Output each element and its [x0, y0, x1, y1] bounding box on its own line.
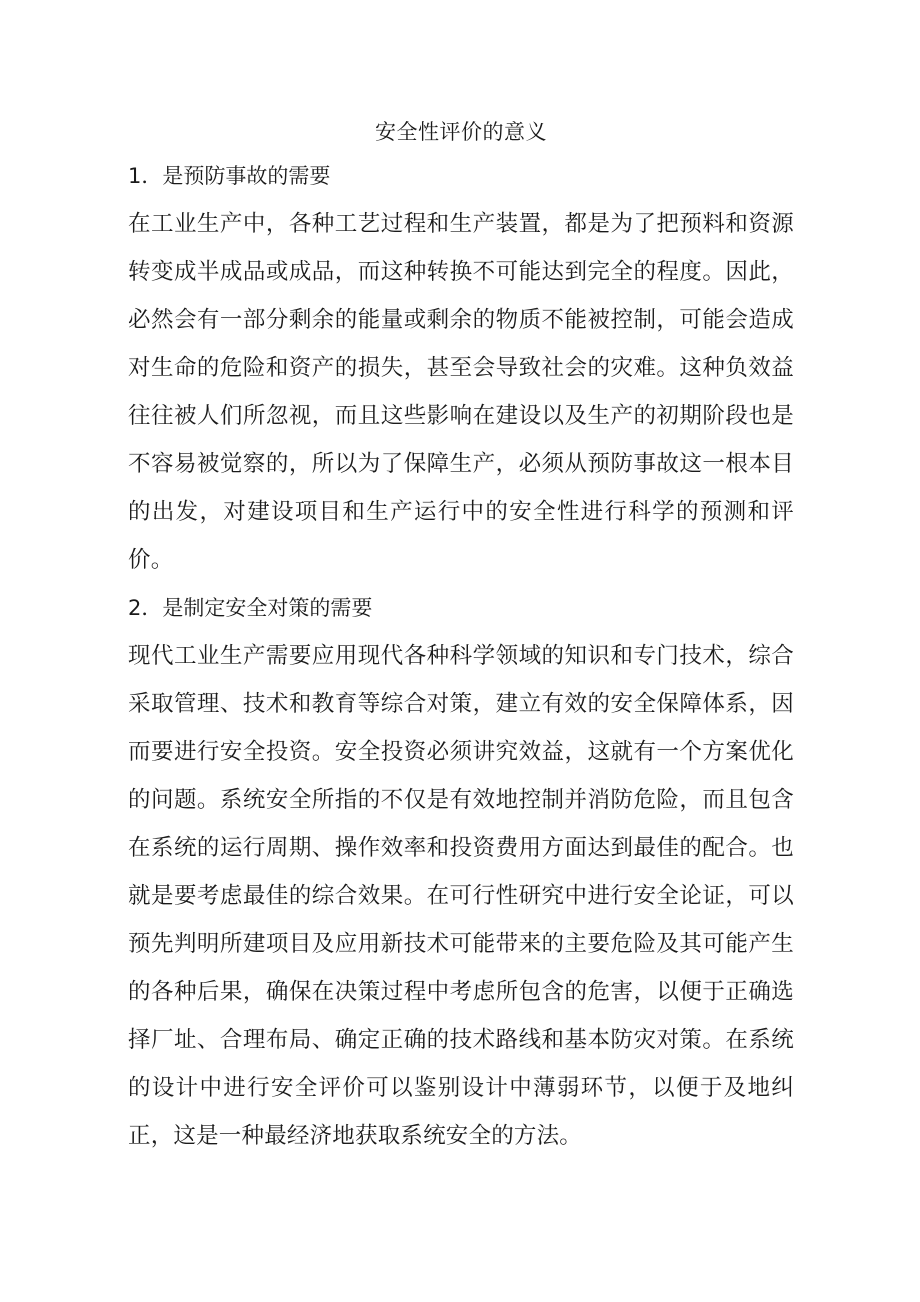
section-paragraph-2: 现代工业生产需要应用现代各种科学领域的知识和专门技术，综合采取管理、技术和教育等综合对策，建立有效的安全保障体系，因而要进行安全投资。安全投资必须讲究效益，这就有一个方案优化的问题。系统安全所指的不仅是有效地控制并消防危险，而且包含在系统的运行周期、操作效率和投资费用方面达到最佳的配合。也就是要考虑最佳的综合效果。在可行性研究中进行安全论证，可以预先判明所建项目及应用新技术可能带来的主要危险及其可能产生的各种后果，确保在决策过程中考虑所包含的危害，以便于正确选择厂址、合理布局、确定正确的技术路线和基本防灾对策。在系统的设计中进行安全评价可以鉴别设计中薄弱环节，以便于及地纠正，这是一种最经济地获取系统安全的方法。 — [128, 643, 794, 1149]
document-body — [128, 112, 794, 1160]
section-heading-1: 1．是预防事故的需要 — [128, 164, 331, 188]
section-paragraph-1: 在工业生产中，各种工艺过程和生产装置，都是为了把预料和资源转变成半成品或成品，而这种转换不可能达到完全的程度。因此，必然会有一部分剩余的能量或剩余的物质不能被控制，可能会造成对生命的危险和资产的损失，甚至会导致社会的灾难。这种负效益往往被人们所忽视，而且这些影响在建设以及生产的初期阶段也是不容易被觉察的，所以为了保障生产，必须从预防事故这一根本目的出发，对建设项目和生产运行中的安全性进行科学的预测和评价。 — [128, 211, 794, 573]
section-heading-2: 2．是制定安全对策的需要 — [128, 596, 373, 620]
document-title: 安全性评价的意义 — [375, 120, 547, 144]
